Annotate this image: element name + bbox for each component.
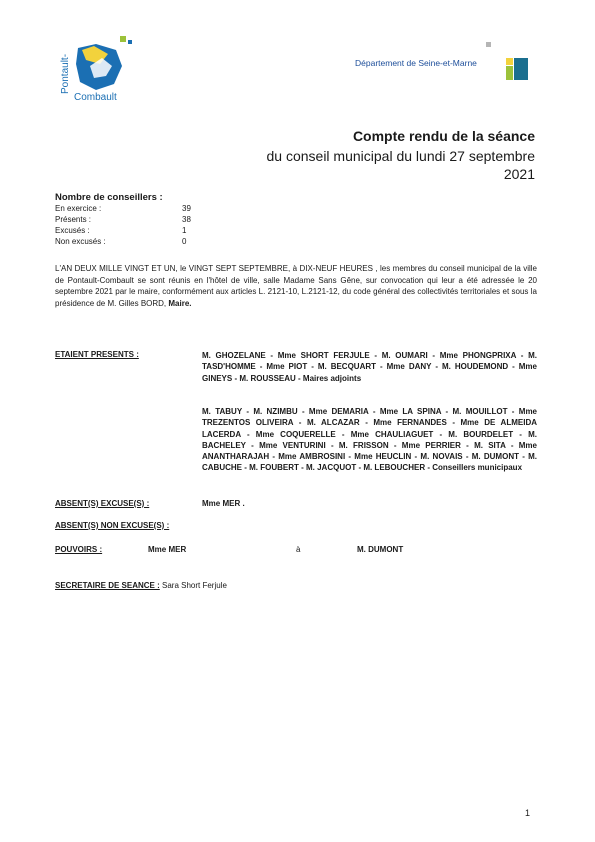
logo-text-city: Combault	[74, 92, 117, 103]
presents-conseillers: M. TABUY - M. NZIMBU - Mme DEMARIA - Mme LA SPINA - M. MOUILLOT - Mme TREZENTOS OLIVEIRA - M. ALCAZAR - Mme FERNANDES - Mme DE ALMEIDA LACERDA - Mme COQUERELLE - Mme CHAULIAGUET - M. BOURDELET - M. BACHELEY - Mme VENTURINI - M. FRISSON - Mme PERRIER - M. SITA - Mme ANANTHARAJAH - Mme AMBROSINI - Mme HEUCLIN - M. NOVAIS - M. DUMONT - M. CABUCHE - M. FOUBERT - M. JACQUOT - M. LEBOUCHER - Conseillers municipaux	[202, 407, 537, 473]
presents-adjoints: M. GHOZELANE - Mme SHORT FERJULE - M. OUMARI - Mme PHONGPRIXA - M. TASD'HOMME - Mme PIOT - M. BECQUART - Mme DANY - M. HOUDEMOND - Mme GINEYS - M. ROUSSEAU - Maires adjoints	[202, 351, 537, 383]
department-logo	[484, 42, 530, 82]
secretaire-line	[55, 581, 227, 590]
intro-paragraph	[55, 263, 537, 309]
pouvoirs-to-word: à	[296, 545, 301, 554]
secretaire-value: Sara Short Ferjule	[162, 581, 227, 590]
page-number: 1	[525, 808, 531, 818]
logo-text-vertical: Pontault-	[60, 53, 71, 94]
document-subtitle	[215, 147, 535, 183]
councillor-counts	[55, 192, 255, 247]
presents-label: ETAIENT PRESENTS :	[55, 350, 139, 359]
count-row: Excusés : 1	[55, 226, 187, 235]
city-logo	[72, 36, 136, 96]
intro-text: L'AN DEUX MILLE VINGT ET UN, le VINGT SEPT SEPTEMBRE, à DIX-NEUF HEURES , les membres du conseil municipal de la ville de Pontault-Combault se sont réunis en l'hôtel de ville, salle Madame Sans Gêne, sur convocation qui leur a été adressée le 20 septembre 2021 par le maire, conformément aux articles L. 2121-10, L.2121-12, du code général des collectivités territoriales et sous la présidence de M. Gilles BORD,	[55, 264, 537, 308]
pouvoirs-from: Mme MER	[148, 545, 187, 554]
pouvoirs-to: M. DUMONT	[357, 545, 404, 554]
count-row: Présents : 38	[55, 215, 191, 224]
absents-non-excuses-label: ABSENT(S) NON EXCUSE(S) :	[55, 521, 170, 530]
count-row: Non excusés : 0	[55, 237, 187, 246]
absents-excuses-label: ABSENT(S) EXCUSE(S) :	[55, 499, 150, 508]
absents-excuses-value: Mme MER .	[202, 499, 245, 508]
document-title: Compte rendu de la séance	[352, 128, 535, 144]
department-name: Département de Seine-et-Marne	[355, 58, 477, 68]
pouvoirs-label: POUVOIRS :	[55, 545, 103, 554]
counts-heading: Nombre de conseillers :	[55, 192, 163, 203]
secretaire-label: SECRETAIRE DE SEANCE :	[55, 581, 160, 590]
subtitle-line2: 2021	[503, 166, 535, 182]
count-row: En exercice : 39	[55, 204, 191, 213]
subtitle-line1: du conseil municipal du lundi 27 septembre	[266, 148, 535, 164]
intro-bold: Maire.	[168, 298, 192, 308]
